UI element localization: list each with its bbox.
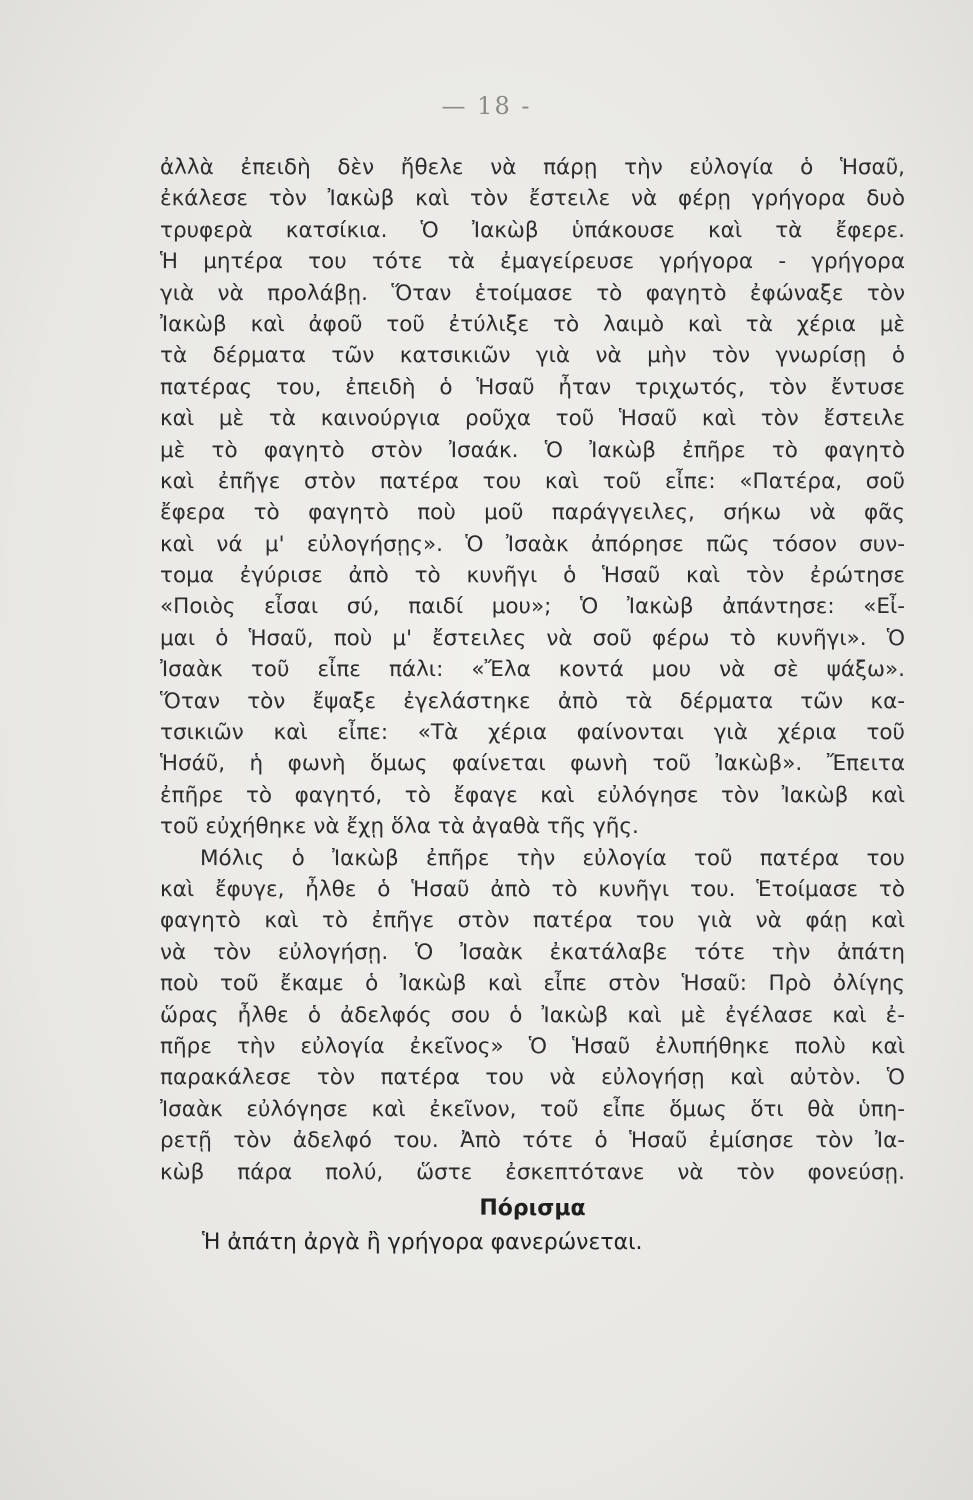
text-line: Ἰσαὰκ εὐλόγησε καὶ ἐκεῖνον, τοῦ εἶπε ὅμως ὅτι θὰ ὑπη-	[160, 1096, 905, 1122]
text-line: «Ποιὸς εἶσαι σύ, παιδί μου»; Ὁ Ἰακὼβ ἀπάντησε: «Εἶ-	[160, 594, 905, 620]
text-line: τοῦ εὐχήθηκε νὰ ἔχῃ ὅλα τὰ ἀγαθὰ τῆς γῆς.	[160, 814, 639, 840]
text-line: πῆρε τὴν εὐλογία ἐκεῖνος» Ὁ Ἡσαῦ ἐλυπήθηκε πολὺ καὶ	[160, 1033, 905, 1059]
text-line: καὶ ἔφυγε, ἦλθε ὁ Ἡσαῦ ἀπὸ τὸ κυνῆγι του. Ἑτοίμασε τὸ	[160, 876, 905, 902]
moral-text: Ἡ ἀπάτη ἀργὰ ἢ γρήγορα φανερώνεται.	[202, 1229, 643, 1255]
text-line: ποὺ τοῦ ἔκαμε ὁ Ἰακὼβ καὶ εἶπε στὸν Ἡσαῦ: Πρὸ ὀλίγης	[160, 971, 905, 997]
text-line: Ἡ μητέρα του τότε τὰ ἐμαγείρευσε γρήγορα - γρήγορα	[160, 249, 905, 275]
text-line: γιὰ νὰ προλάβῃ. Ὅταν ἑτοίμασε τὸ φαγητὸ ἐφώναξε τὸν	[160, 280, 905, 306]
text-line: μὲ τὸ φαγητὸ στὸν Ἰσαάκ. Ὁ Ἰακὼβ ἐπῆρε τὸ φαγητὸ	[160, 437, 905, 463]
text-line: τρυφερὰ κατσίκια. Ὁ Ἰακὼβ ὑπάκουσε καὶ τὰ ἔφερε.	[160, 217, 905, 243]
text-line: κὼβ πάρα πολύ, ὥστε ἐσκεπτότανε νὰ τὸν φονεύσῃ.	[160, 1159, 905, 1185]
text-line: ρετῇ τὸν ἀδελφό του. Ἀπὸ τότε ὁ Ἡσαῦ ἐμίσησε τὸν Ἰα-	[160, 1128, 905, 1154]
text-line: καὶ μὲ τὰ καινούργια ροῦχα τοῦ Ἡσαῦ καὶ τὸν ἔστειλε	[160, 406, 905, 432]
text-line: παρακάλεσε τὸν πατέρα του νὰ εὐλογήσῃ καὶ αὐτὸν. Ὁ	[160, 1065, 905, 1091]
text-line: ὥρας ἦλθε ὁ ἀδελφός σου ὁ Ἰακὼβ καὶ μὲ ἐγέλασε καὶ ἐ-	[160, 1002, 905, 1028]
text-line: καὶ ἐπῆγε στὸν πατέρα του καὶ τοῦ εἶπε: «Πατέρα, σοῦ	[160, 468, 905, 494]
text-line: νὰ τὸν εὐλογήσῃ. Ὁ Ἰσαὰκ ἐκατάλαβε τότε τὴν ἀπάτη	[160, 939, 905, 965]
text-line: Ὅταν τὸν ἔψαξε ἐγελάστηκε ἀπὸ τὰ δέρματα τῶν κα-	[160, 688, 905, 714]
body-text	[160, 152, 905, 1260]
page-number: — 18 -	[441, 92, 532, 120]
text-line: ἐπῆρε τὸ φαγητό, τὸ ἔφαγε καὶ εὐλόγησε τὸν Ἰακὼβ καὶ	[160, 782, 905, 808]
text-line: ἐκάλεσε τὸν Ἰακὼβ καὶ τὸν ἔστειλε νὰ φέρῃ γρήγορα δυὸ	[160, 186, 905, 212]
text-line: ἔφερα τὸ φαγητὸ ποὺ μοῦ παράγγειλες, σήκω νὰ φᾶς	[160, 500, 905, 526]
text-line: τομα ἐγύρισε ἀπὸ τὸ κυνῆγι ὁ Ἡσαῦ καὶ τὸν ἐρώτησε	[160, 563, 905, 589]
text-line: καὶ νά μ' εὐλογήσῃς». Ὁ Ἰσαὰκ ἀπόρησε πῶς τόσον συν-	[160, 531, 905, 557]
text-line: τσικιῶν καὶ εἶπε: «Τὰ χέρια φαίνονται γιὰ χέρια τοῦ	[160, 720, 905, 746]
text-line: μαι ὁ Ἡσαῦ, ποὺ μ' ἔστειλες νὰ σοῦ φέρω τὸ κυνῆγι». Ὁ	[160, 625, 905, 651]
section-heading: Πόρισμα	[479, 1195, 586, 1221]
text-line: φαγητὸ καὶ τὸ ἐπῆγε στὸν πατέρα του γιὰ νὰ φάῃ καὶ	[160, 908, 905, 934]
text-line: τὰ δέρματα τῶν κατσικιῶν γιὰ νὰ μὴν τὸν γνωρίσῃ ὁ	[160, 343, 905, 369]
text-line: Ἰακὼβ καὶ ἀφοῦ τοῦ ἐτύλιξε τὸ λαιμὸ καὶ τὰ χέρια μὲ	[160, 311, 905, 337]
text-line: ἀλλὰ ἐπειδὴ δὲν ἤθελε νὰ πάρῃ τὴν εὐλογία ὁ Ἡσαῦ,	[160, 155, 905, 180]
text-line: Ἡσάῦ, ἡ φωνὴ ὅμως φαίνεται φωνὴ τοῦ Ἰακὼβ». Ἔπειτα	[160, 751, 905, 777]
paragraph-start-line: Μόλις ὁ Ἰακὼβ ἐπῆρε τὴν εὐλογία τοῦ πατέρα του	[200, 845, 905, 871]
text-line: Ἰσαὰκ τοῦ εἶπε πάλι: «Ἔλα κοντά μου νὰ σὲ ψάξω».	[160, 657, 905, 683]
text-line: πατέρας του, ἐπειδὴ ὁ Ἡσαῦ ἦταν τριχωτός, τὸν ἔντυσε	[160, 374, 905, 400]
